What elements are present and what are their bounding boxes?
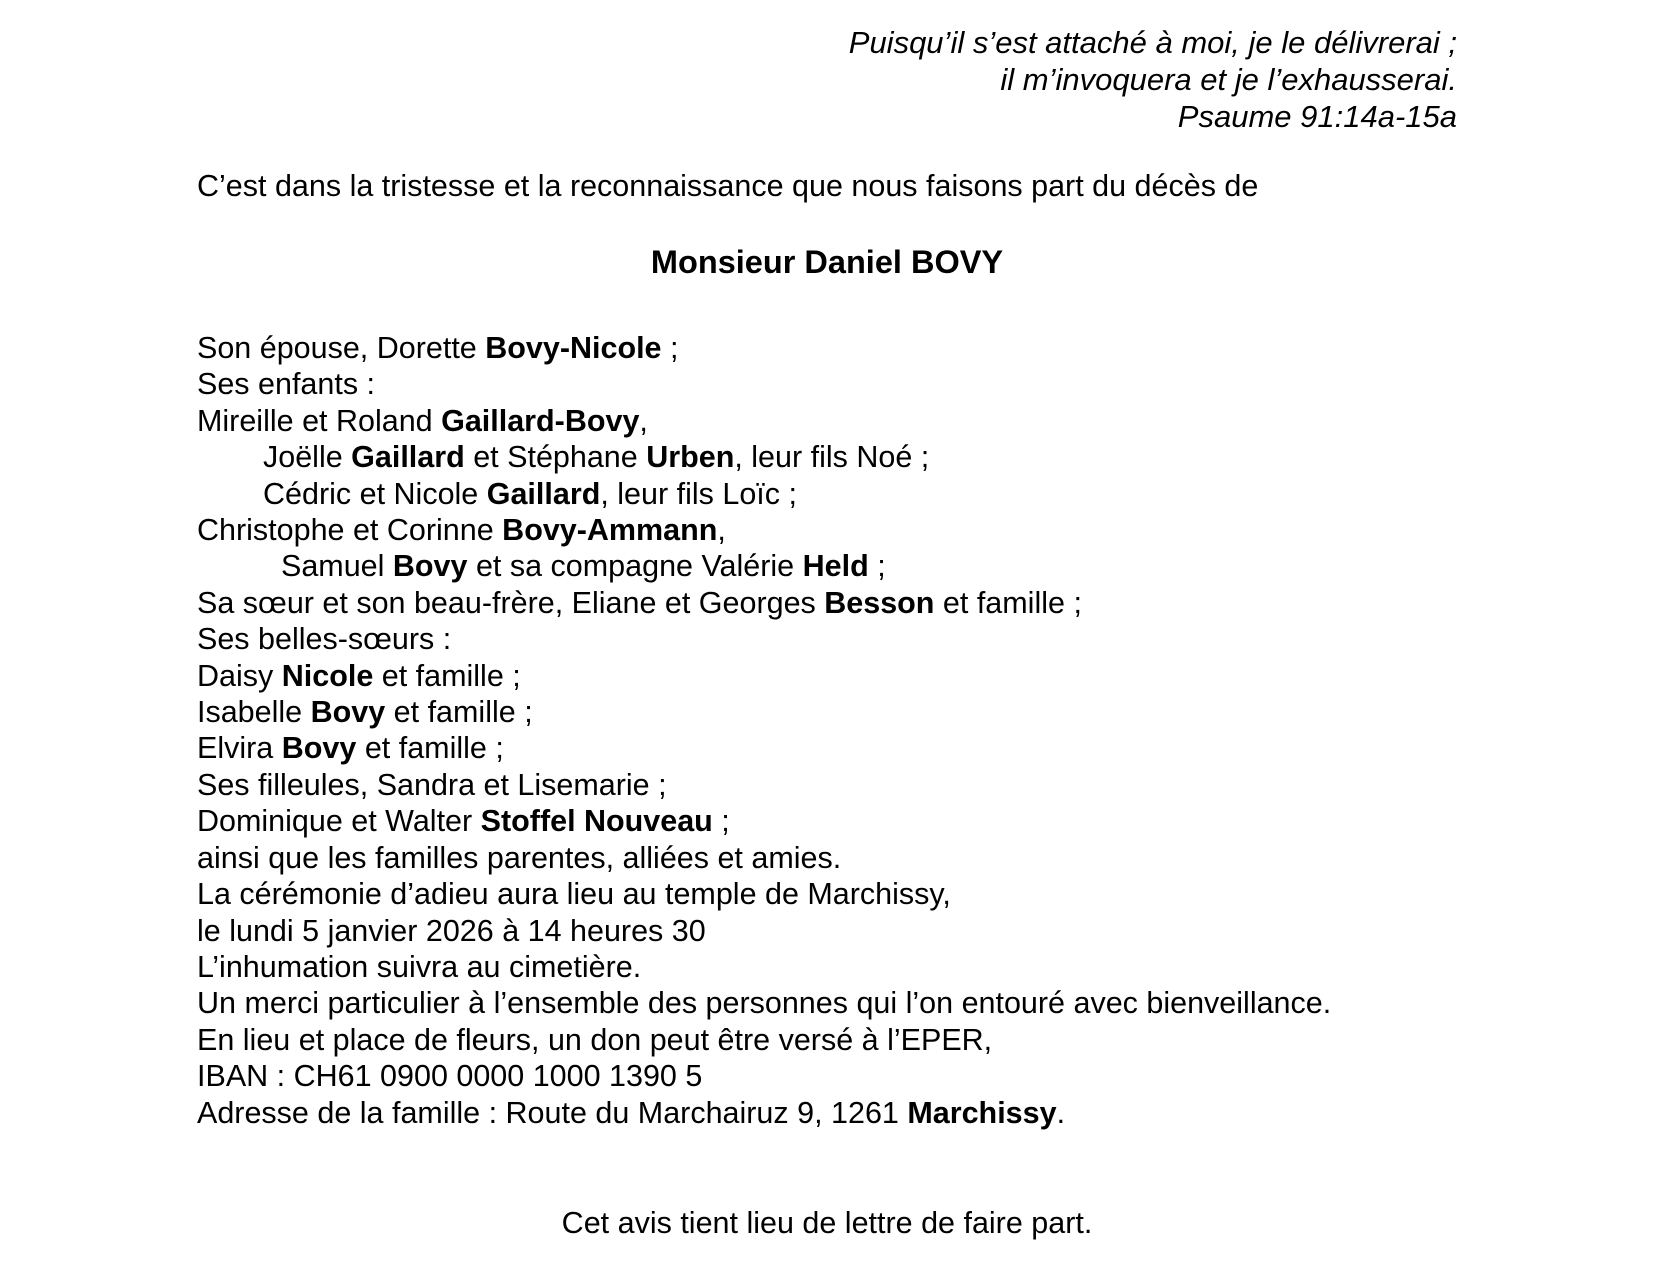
scripture-quote-line-1: Puisqu’il s’est attaché à moi, je le délivrerai ; — [848, 25, 1457, 60]
body-text: ; — [661, 331, 679, 365]
body-line — [197, 913, 1457, 949]
body-text: ; — [712, 804, 730, 839]
body-text: Samuel — [281, 549, 393, 584]
family-surname-bold: Gaillard — [351, 440, 465, 475]
body-line — [197, 621, 1457, 657]
body-line — [197, 330, 1457, 366]
body-line — [197, 658, 1457, 694]
body-line — [197, 694, 1457, 730]
body-text: et Stéphane — [464, 440, 647, 475]
body-text: Mireille et Roland — [197, 403, 442, 438]
scripture-quote-line-2: il m’invoquera et je l’exhausserai. — [1000, 62, 1457, 97]
family-surname-bold: Bovy — [281, 731, 357, 766]
body-text: et famille ; — [934, 585, 1082, 620]
body-text: Elvira — [197, 731, 282, 766]
body-line — [197, 840, 1457, 876]
family-surname-bold: Besson — [824, 585, 935, 620]
body-line — [197, 876, 1457, 912]
body-text: et sa compagne Valérie — [467, 549, 803, 584]
body-text: En lieu et place de fleurs, un don peut être versé à l’EPER, — [197, 1022, 993, 1057]
body-line — [197, 730, 1457, 766]
body-line — [197, 1095, 1457, 1131]
body-text: Daisy — [197, 658, 282, 693]
body-text: Adresse de la famille : Route du Marchairuz 9, 1261 — [197, 1095, 908, 1130]
body-text: La cérémonie d’adieu aura lieu au temple de Marchissy, — [197, 877, 951, 912]
body-line — [197, 403, 1457, 439]
body-text: , leur fils Loïc ; — [600, 476, 797, 511]
body-text: Son épouse, Dorette — [197, 331, 486, 365]
body-line — [197, 548, 1457, 584]
body-text: Ses belles-sœurs : — [197, 622, 452, 657]
body-text: Cédric et Nicole — [263, 476, 487, 511]
body-text: et famille ; — [356, 731, 504, 766]
body-text: Ses filleules, Sandra et Lisemarie ; — [197, 767, 667, 802]
scripture-quote — [197, 24, 1457, 135]
family-surname-bold: Held — [802, 549, 869, 584]
scripture-reference: Psaume 91:14a-15a — [1177, 99, 1457, 134]
body-text: Ses enfants : — [197, 367, 376, 402]
body-text: Dominique et Walter — [197, 804, 481, 839]
body-text: Un merci particulier à l’ensemble des personnes qui l’on entouré avec bienveillance. — [197, 986, 1332, 1021]
body-line — [197, 1022, 1457, 1058]
body-line — [197, 767, 1457, 803]
closing-line: Cet avis tient lieu de lettre de faire part. — [561, 1205, 1093, 1240]
body-line — [197, 1058, 1457, 1094]
family-surname-bold: Bovy — [392, 549, 468, 584]
body-text: IBAN : CH61 0900 0000 1000 1390 5 — [197, 1059, 703, 1094]
body-text: , — [639, 403, 648, 438]
body-text: L’inhumation suivra au cimetière. — [197, 949, 642, 984]
body-line — [197, 585, 1457, 621]
body-line — [197, 439, 1457, 475]
body-line — [197, 476, 1457, 512]
family-surname-bold: Marchissy — [907, 1095, 1057, 1130]
body-text: . — [1056, 1095, 1066, 1130]
family-surname-bold: Bovy-Nicole — [485, 331, 662, 365]
body-text: ; — [868, 549, 886, 584]
body-text: Joëlle — [263, 440, 352, 475]
deceased-name-title: Monsieur Daniel BOVY — [650, 244, 1004, 280]
body-line — [197, 803, 1457, 839]
body-line — [197, 949, 1457, 985]
family-surname-bold: Gaillard-Bovy — [441, 403, 640, 438]
body-text: Sa sœur et son beau-frère, Eliane et Georges — [197, 585, 825, 620]
body-text: le lundi 5 janvier 2026 à 14 heures 30 — [197, 913, 706, 948]
family-surname-bold: Nicole — [281, 658, 374, 693]
family-and-details-list — [197, 330, 1457, 1131]
body-text: et famille ; — [373, 658, 521, 693]
body-text: , leur fils Noé ; — [734, 440, 930, 475]
family-surname-bold: Urben — [646, 440, 735, 475]
family-surname-bold: Stoffel Nouveau — [480, 804, 713, 839]
family-surname-bold: Bovy-Ammann — [502, 513, 718, 548]
body-line — [197, 512, 1457, 548]
body-text: et famille ; — [385, 695, 533, 730]
announcement-intro: C’est dans la tristesse et la reconnaissance que nous faisons part du décès de — [197, 169, 1259, 203]
family-surname-bold: Gaillard — [486, 476, 601, 511]
body-text: Isabelle — [197, 695, 311, 730]
body-text: , — [717, 513, 726, 548]
body-text: Christophe et Corinne — [197, 513, 503, 548]
body-line — [197, 366, 1457, 402]
family-surname-bold: Bovy — [310, 695, 386, 730]
body-line — [197, 985, 1457, 1021]
body-text: ainsi que les familles parentes, alliées et amies. — [197, 840, 842, 875]
